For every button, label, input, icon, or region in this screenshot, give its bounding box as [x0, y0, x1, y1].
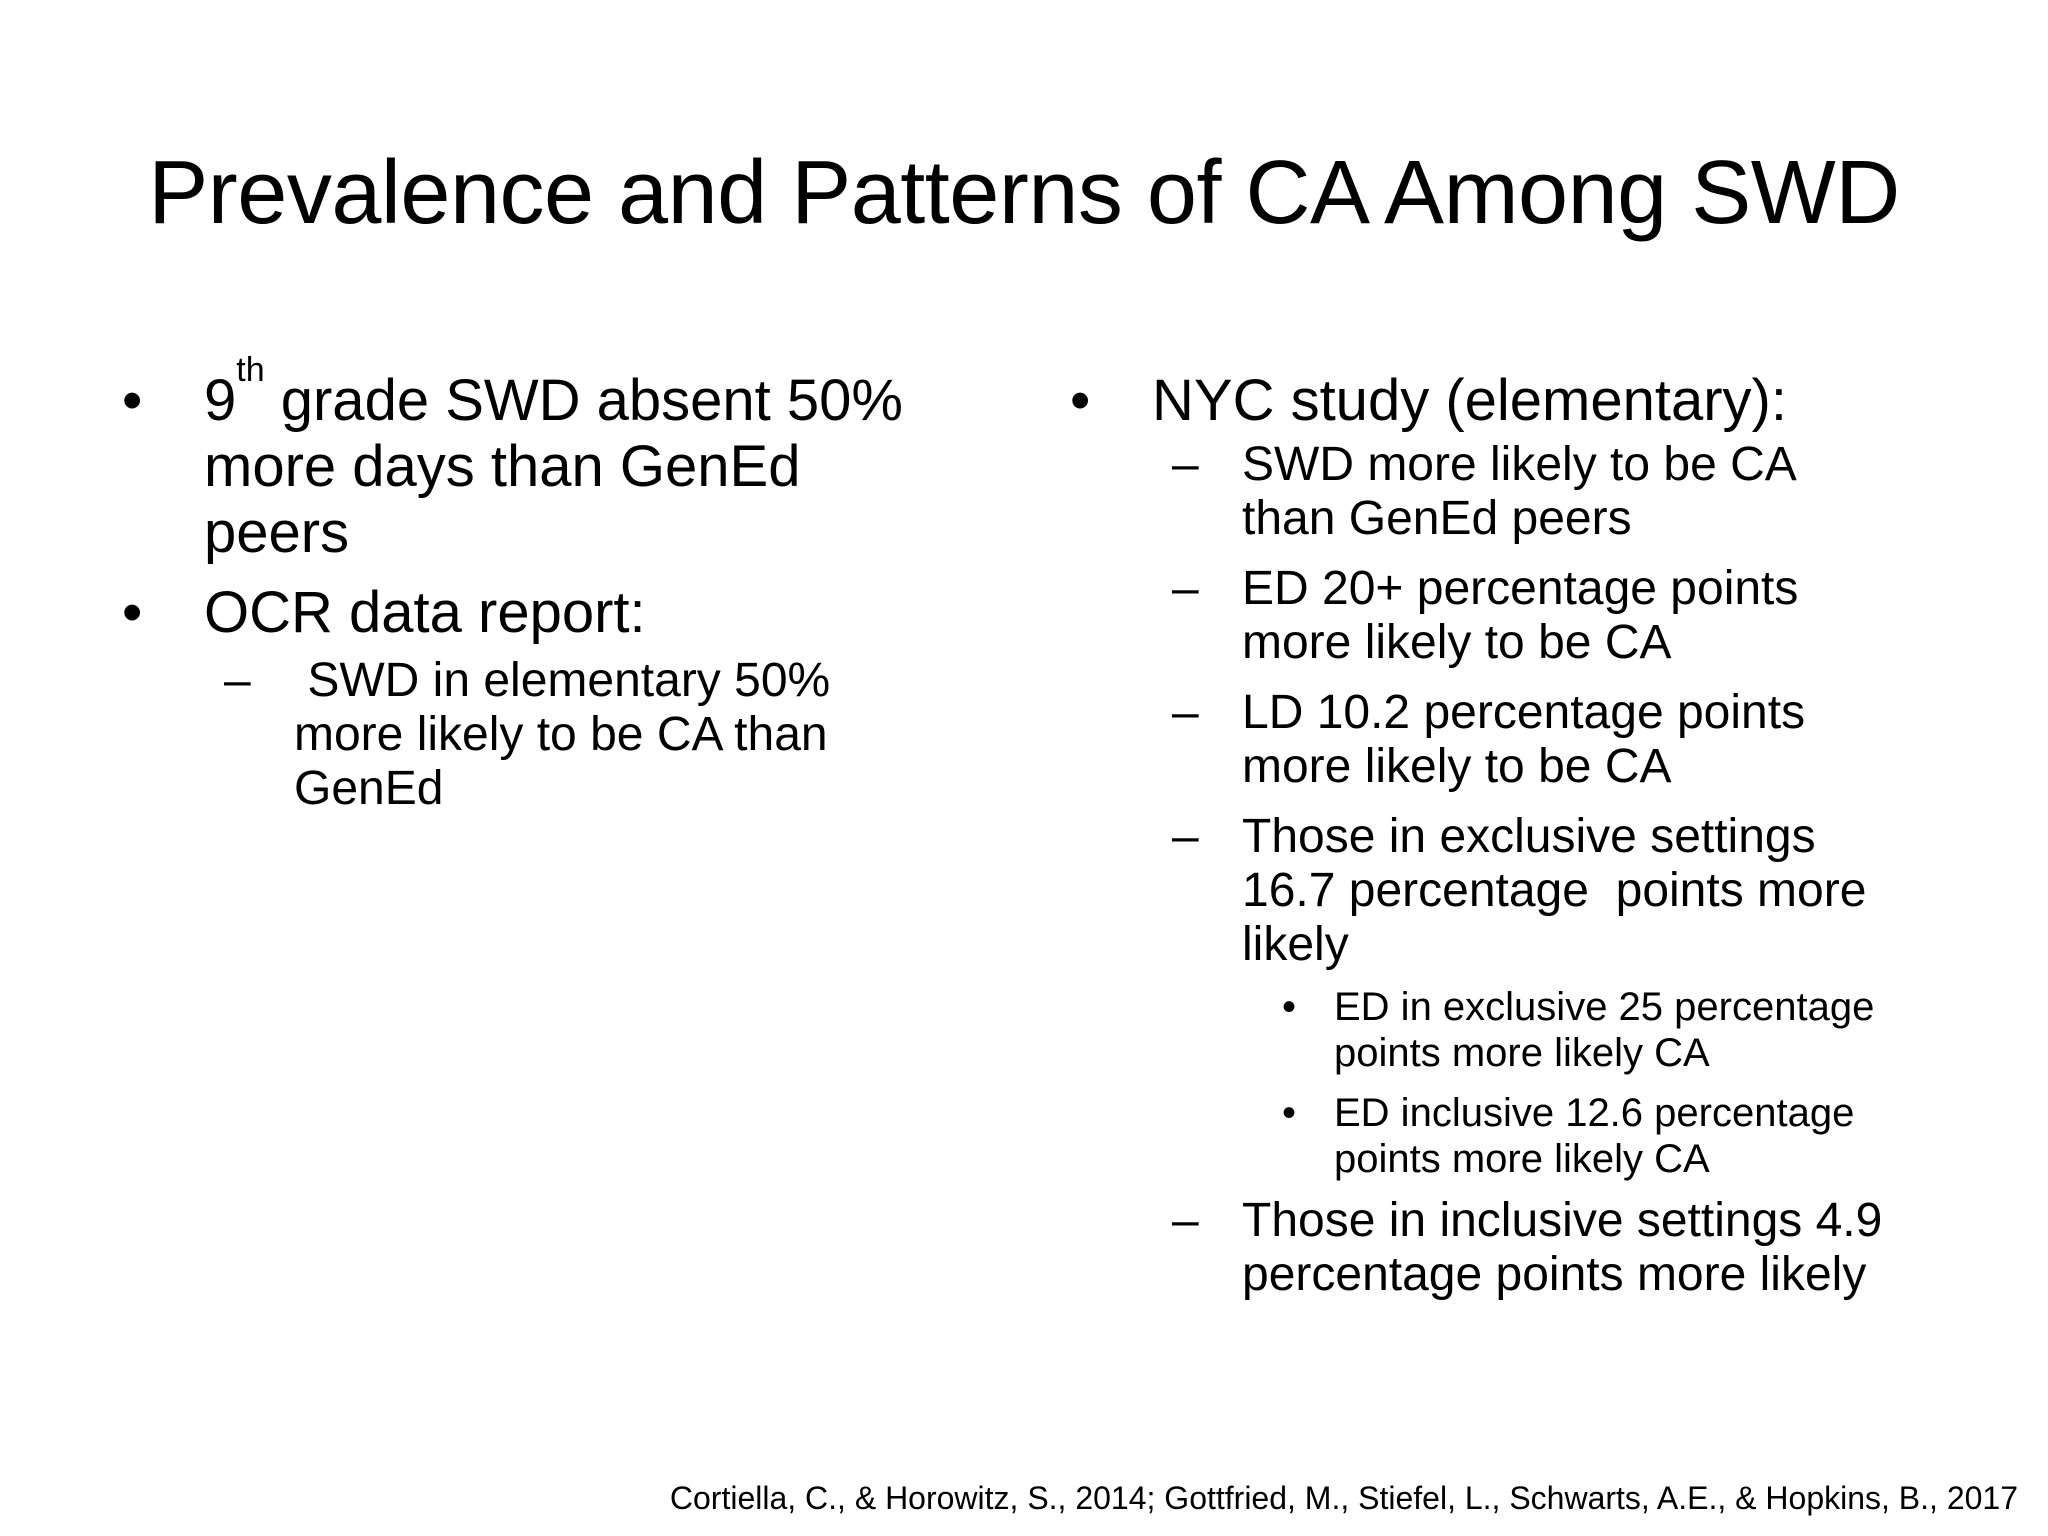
right-subsub-bullet-ed-inclusive [1070, 1090, 2000, 1182]
bullet-marker: • [1282, 1091, 1297, 1135]
right-sub-bullet-ed [1070, 562, 2000, 670]
subsub-bullet-text-line: ED in exclusive 25 percentage [1334, 985, 1875, 1029]
right-sub-bullet-swd-likely [1070, 438, 2000, 546]
subsub-bullet-text-line: ED inclusive 12.6 percentage [1334, 1091, 1855, 1135]
sub-bullet-text-line: more likely to be CA than [294, 708, 828, 761]
right-sub-bullet-ld [1070, 686, 2000, 794]
left-bullet-ninth-grade [122, 351, 1022, 566]
sub-bullet-text-line: more likely to be CA [1242, 616, 1672, 669]
sub-bullet-text-line: likely [1242, 918, 1349, 971]
right-sub-bullet-exclusive [1070, 810, 2000, 972]
right-sub-bullet-inclusive [1070, 1194, 2000, 1302]
dash-marker: – [1172, 438, 1199, 491]
left-sub-bullet-swd-elementary [122, 654, 1022, 816]
sub-bullet-text-line: GenEd [294, 762, 444, 815]
left-column [122, 351, 1022, 816]
right-column [1070, 368, 2000, 1302]
right-bullet-nyc-study [1070, 368, 2000, 434]
dash-marker: – [1172, 1194, 1199, 1247]
sub-bullet-text-line: percentage points more likely [1242, 1248, 1867, 1301]
slide-title: Prevalence and Patterns of CA Among SWD [148, 143, 1900, 243]
bullet-text-line: OCR data report: [204, 580, 646, 645]
sub-bullet-text-line: 16.7 percentage points more [1242, 864, 1867, 917]
grade-number: 9 [204, 368, 237, 433]
sub-bullet-text-line: Those in exclusive settings [1242, 810, 1816, 863]
dash-marker: – [1172, 810, 1199, 863]
bullet-text: grade SWD absent 50% [264, 368, 903, 433]
sub-bullet-text-line: SWD in elementary 50% [294, 654, 831, 707]
bullet-text-line [204, 351, 1022, 434]
dash-marker: – [1172, 562, 1199, 615]
bullet-text-line: NYC study (elementary): [1152, 368, 1787, 433]
left-bullet-ocr [122, 580, 1022, 646]
sub-bullet-text-line: than GenEd peers [1242, 492, 1632, 545]
dash-marker: – [224, 654, 251, 707]
sub-bullet-text-line: SWD more likely to be CA [1242, 438, 1797, 491]
citation: Cortiella, C., & Horowitz, S., 2014; Gottfried, M., Stiefel, L., Schwarts, A.E., & Hopkins, B., 2017 [669, 1480, 2018, 1516]
bullet-marker: • [1282, 985, 1297, 1029]
subsub-bullet-text-line: points more likely CA [1334, 1031, 1710, 1075]
sub-bullet-text-line: ED 20+ percentage points [1242, 562, 1799, 615]
sub-bullet-text-line: Those in inclusive settings 4.9 [1242, 1194, 1883, 1247]
sub-bullet-text-line: more likely to be CA [1242, 740, 1672, 793]
sub-bullet-text-line: LD 10.2 percentage points [1242, 686, 1806, 739]
dash-marker: – [1172, 686, 1199, 739]
bullet-marker: • [122, 580, 143, 645]
bullet-text-line: more days than GenEd [204, 434, 801, 499]
right-subsub-bullet-ed-exclusive [1070, 984, 2000, 1076]
bullet-marker: • [122, 368, 143, 433]
bullet-marker: • [1070, 368, 1091, 433]
subsub-bullet-text-line: points more likely CA [1334, 1137, 1710, 1181]
ordinal-suffix: th [236, 351, 265, 389]
bullet-text-line: peers [204, 500, 350, 565]
